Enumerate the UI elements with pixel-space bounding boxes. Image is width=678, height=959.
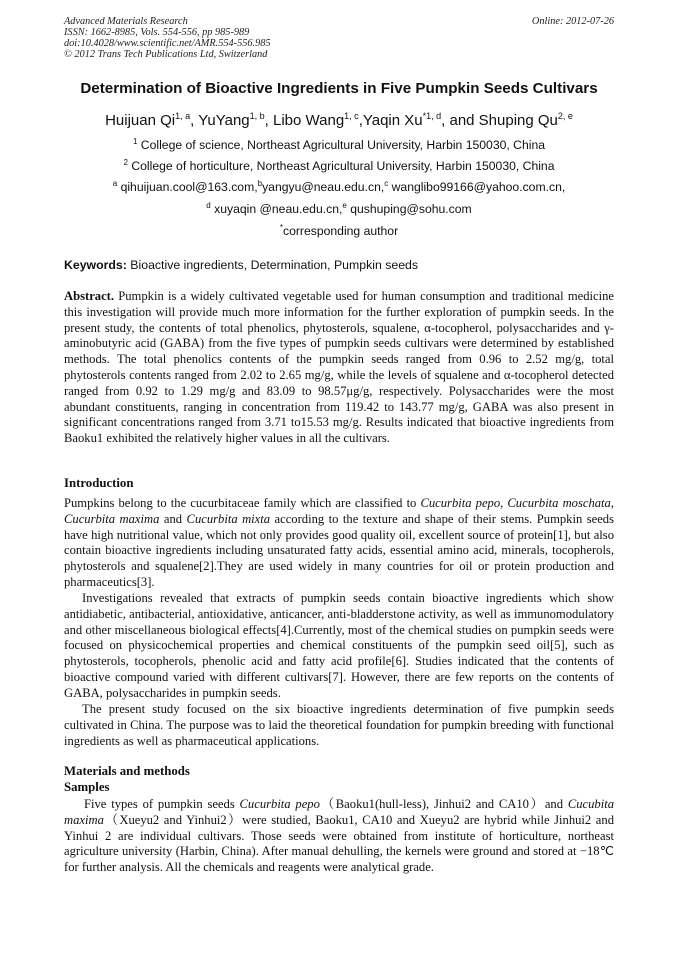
issn-line: ISSN: 1662-8985, Vols. 554-556, pp 985-989 [64, 27, 250, 38]
samples-subheading: Samples [64, 780, 110, 794]
corresponding-note [0, 224, 678, 238]
author-sup: 2, e [557, 111, 573, 121]
text-run: , [610, 496, 615, 510]
email-sup: b [257, 178, 263, 188]
text-run: , [500, 496, 508, 510]
doi-line: doi:10.4028/www.scientific.net/AMR.554-556.985 [64, 38, 271, 49]
text-run: according to the texture and shape of their stems. Pumpkin seeds have high nutritional value, which not only provides good quality oil, excellent source of protein[1], but also contain bioactive ingredients including unsaturated fatty acids, essential amino acid, minerals, tocopherols, phytosterols and squalene[2].They are used widely in many countries for oil or protein production and pharmaceutics[3]. [64, 511, 614, 589]
introduction-paragraph-2: Investigations revealed that extracts of pumpkin seeds contain bioactive ingredients which show antidiabetic, antibacterial, antioxidative, anticancer, anti-bladderstone activity, as well as immunomodulatory and other miscellaneous biological effects[4].Currently, most of the chemical studies on pumpkin seeds were focused on physicochemical properties and chemical constituents of the pumpkin seed oil[5], such as phytosterols, tocopherols, phenolic acid and fatty acid profile[6]. Studies indicated that the contents of bioactive compound varied with different cultivars[7]. However, there are few reports on the contents of GABA, polysaccharides in pumpkin seeds. [64, 591, 614, 700]
introduction-paragraph-3: The present study focused on the six bioactive ingredients determination of five pumpkin seeds cultivated in China. The purpose was to laid the theoretical foundation for pumpkin breeding with functional ingredients as well as pharmaceutical applications. [64, 702, 614, 748]
keywords-text: Bioactive ingredients, Determination, Pumpkin seeds [126, 258, 419, 272]
text-run: （Baoku1(hull-less), Jinhui2 and CA10）and [319, 797, 568, 811]
affiliation-text: College of horticulture, Northeast Agricultural University, Harbin 150030, China [127, 159, 555, 173]
species-name: Cucurbita pepo [239, 797, 320, 811]
affiliation-1 [0, 138, 678, 152]
text-run: （Xueyu2 and Yinhui2）were studied, Baoku1, CA10 and Xueyu2 are hybrid while Jinhui2 and Yinhui 2 are individual cultivars. Those seeds were obtained from institute of horticulture, northeast agriculture university (Harbin, China). After manual dehulling, the kernels were ground and stored at −18℃ for further analysis. All the chemicals and reagents were analytical grade. [64, 812, 614, 875]
text-run: Five types of pumpkin seeds [84, 797, 240, 811]
species-name: Cucurbita mixta [186, 511, 271, 526]
copyright-line: © 2012 Trans Tech Publications Ltd, Switzerland [64, 49, 268, 60]
text-run: and [159, 511, 187, 526]
email-line-2 [0, 202, 678, 216]
keywords-label: Keywords: [64, 258, 127, 272]
email-text: qihuijuan.cool@163.com, [117, 180, 258, 194]
author-name: , and Shuping Qu [441, 112, 558, 129]
email-text: xuyaqin @neau.edu.cn, [210, 202, 343, 216]
affiliation-sup: 1 [132, 136, 138, 146]
abstract-text: Pumpkin is a widely cultivated vegetable used for human consumption and traditional medicine this investigation will provide much more information for the further exploration of pumpkin seeds. In the present study, the contents of total phenolics, phytosterols, squalene, α-tocopherol, polysaccharides and γ-aminobutyric acid (GABA) from the five types of pumpkin seeds cultivars were determined by established methods. The total phenolics contents of the pumpkin seeds ranged from 0.96 to 2.52 mg/g, total phytosterols contents ranged from 2.02 to 2.65 mg/g, while the levels of squalene and α-tocopherol detected ranged from 0.92 to 1.29 mg/g and 83.09 to 98.57μg/g, respectively. Polysaccharides were the most abundant constituents, ranging in concentration from 119.42 to 143.77 mg/g, GABA was also present in significant concentrations ranged from 3.71 to15.53 mg/g. Results indicated that bioactive ingredients from Baoku1 exhibited the relatively higher values in all the cultivars. [64, 289, 614, 446]
author-sup: 1, b [249, 111, 265, 121]
samples-paragraph [64, 797, 614, 876]
journal-name: Advanced Materials Research [64, 16, 188, 27]
author-name: ,Yaqin Xu [358, 112, 423, 129]
email-text: yangyu@neau.edu.cn, [262, 180, 385, 194]
online-date: Online: 2012-07-26 [531, 16, 614, 27]
email-sup: e [342, 200, 347, 210]
author-sup: *1, d [422, 111, 442, 121]
keywords [64, 258, 418, 272]
introduction-paragraph-1 [64, 496, 614, 591]
email-sup: c [384, 178, 389, 188]
text-run: Pumpkins belong to the cucurbitaceae family which are classified to [64, 496, 421, 510]
affiliation-2 [0, 159, 678, 173]
author-name: , YuYang [190, 112, 250, 129]
author-name: , Libo Wang [264, 112, 345, 129]
abstract-label: Abstract. [64, 289, 115, 303]
email-text: wanglibo99166@yahoo.com.cn, [388, 180, 566, 194]
corr-sup: * [279, 222, 283, 232]
author-list [0, 112, 678, 129]
species-name: Cucubita maxima [64, 797, 614, 827]
abstract [64, 289, 614, 447]
affiliation-sup: 2 [123, 157, 128, 167]
species-name: Cucurbita pepo [420, 496, 501, 510]
email-text: qushuping@sohu.com [346, 202, 472, 216]
species-name: Cucurbita moschata [507, 496, 611, 510]
affiliation-text: College of science, Northeast Agricultural University, Harbin 150030, China [137, 138, 546, 152]
email-sup: d [206, 200, 211, 210]
methods-heading: Materials and methods [64, 764, 190, 778]
email-sup: a [112, 178, 118, 188]
species-name: Cucurbita maxima [64, 511, 160, 526]
author-sup: 1, a [175, 111, 191, 121]
corr-text: corresponding author [282, 224, 399, 238]
introduction-heading: Introduction [64, 476, 134, 490]
author-name: Huijuan Qi [105, 112, 176, 129]
author-sup: 1, c [344, 111, 359, 121]
journal-header [64, 16, 271, 60]
paper-title: Determination of Bioactive Ingredients in Five Pumpkin Seeds Cultivars [80, 80, 598, 97]
email-line-1 [0, 180, 678, 194]
